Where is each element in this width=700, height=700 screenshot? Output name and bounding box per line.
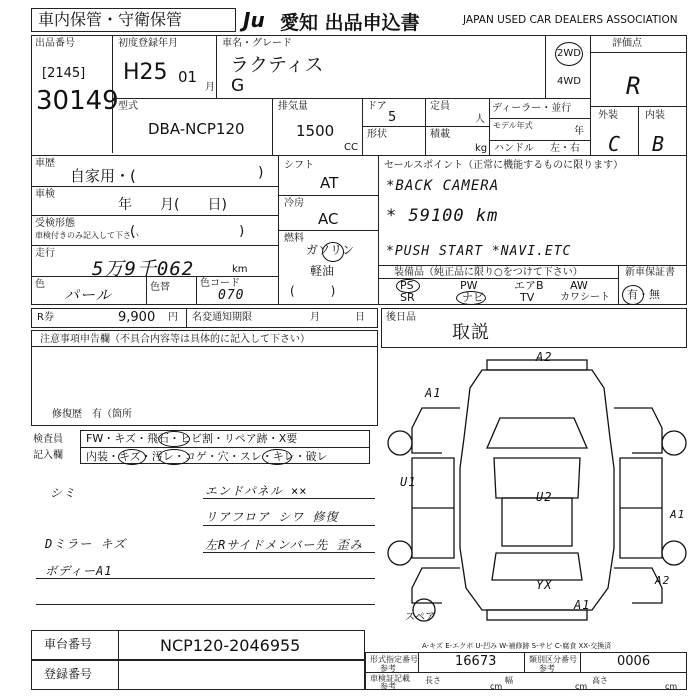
mark-a2-rear-right: A2 [655,574,671,587]
score-interior: B [652,132,666,156]
engine-value: 1500 [296,122,335,140]
storage-label: 車内保管・守衛保管 [38,10,183,29]
mark-a1-rear: A1 [574,598,591,612]
inspection-label: 車検 [35,189,55,200]
mileage-value: 5万9千062 [92,258,195,280]
score-label: 評価点 [612,38,642,49]
note-mirror: Dミラー キズ [45,537,127,551]
score-overall: R [626,72,642,100]
registration-year: H25 [123,60,168,85]
damage-legend: A-キズ E-エクボ U-凹み W-補修跡 S-サビ C-腐食 XX-交換済 [422,642,612,650]
equip-sr: SR [400,291,415,304]
notes-label: 注意事項申告欄（不具合内容等は具体的に記入して下さい） [40,334,310,345]
mark-u1-left: U1 [400,475,417,489]
color-code: 070 [218,288,245,303]
equip-aw: AW [570,279,588,292]
fuel-gas: ガソリン [306,243,355,257]
doors-value: 5 [388,110,397,125]
drive-4wd: 4WD [557,76,581,87]
shift-value: AT [320,174,339,192]
inspector-row-1: FW・キズ・飛石・ヒビ割・リペア跡・X要 [86,432,298,445]
warranty-options: 有・無 [627,288,660,301]
equip-airbag: エアB [514,279,544,292]
sales-point-1: *BACK CAMERA [386,178,500,194]
later-items-value: 取説 [452,322,490,343]
recycle-value: 9,900 [118,310,156,325]
spec-number-value: 16673 [455,654,497,669]
fuel-diesel: 軽油 [310,264,335,278]
form-title: 愛知 出品申込書 [280,12,420,34]
note-body: ボディーA1 [45,564,113,578]
mark-yx-rear: YX [536,578,553,592]
engine-label: 排気量 [278,101,308,112]
history-label: 車歴 [35,158,55,169]
ac-value: AC [318,210,339,228]
equip-navi: ナビ [462,291,484,304]
equipment-label: 装備品（純正品に限り○をつけて下さい） [394,267,583,278]
equip-tv: TV [520,291,535,304]
history-value: 自家用・( [70,167,136,185]
lot-label: 出品番号 [35,38,75,49]
sales-point-2: * 59100 km [386,206,499,226]
car-grade: G [231,76,245,96]
class-number-value: 0006 [617,654,651,669]
note-end-panel: エンドパネル ×× [205,484,308,498]
registration-month: 01 [178,68,198,86]
equip-seat: カワシート [560,292,610,303]
association-name: JAPAN USED CAR DEALERS ASSOCIATION [463,14,678,26]
mark-a1-front-left: A1 [425,386,442,400]
drive-2wd: 2WD [557,48,581,59]
car-name: ラクティス [230,54,324,76]
mileage-label: 走行 [35,248,55,259]
note-stain: シミ [50,486,77,500]
inspection-value: 年 月( 日) [118,197,227,213]
car-name-label: 車名・グレード [222,38,292,49]
registration-label: 初度登録年月 [118,38,178,49]
lot-number: 30149 [36,86,119,116]
equip-ps: PS [400,279,414,292]
color-value: パール [64,286,112,304]
ju-logo: Ju [243,8,265,32]
equip-pw: PW [460,279,478,292]
equipment-grid [382,280,616,304]
chassis-label: 車台番号 [44,637,93,651]
ac-label: 冷房 [284,198,304,209]
note-side-member: 左Rサイドメンバー先 歪み [205,538,363,552]
doors-label: ドア [367,101,387,112]
chassis-number: NCP120-2046955 [160,636,301,655]
reg-number-label: 登録番号 [44,667,93,681]
mark-a2-top: A2 [536,350,553,364]
mark-u2-center: U2 [536,490,553,504]
inspector-row-2: 内装・キズ・汚レ・コゲ・穴・スレ・キレ・破レ [86,450,328,463]
mark-a1-right: A1 [670,508,686,521]
spare-label: スペア [405,612,435,623]
lot-sub-number: [2145] [42,66,86,81]
model-label: 型式 [118,101,138,112]
sales-points-label: セールスポイント（正常に機能するものに限ります） [384,160,624,171]
repair-history: 修復歴 有（箇所 [52,409,132,420]
model-value: DBA-NCP120 [148,120,245,138]
later-items-box [381,308,687,348]
note-rear-floor: リアフロア シワ 修復 [205,510,339,524]
score-exterior: C [608,132,622,156]
shift-label: シフト [284,160,314,171]
sales-point-3: *PUSH START *NAVI.ETC [386,244,572,259]
warranty-label: 新車保証書 [625,267,675,278]
